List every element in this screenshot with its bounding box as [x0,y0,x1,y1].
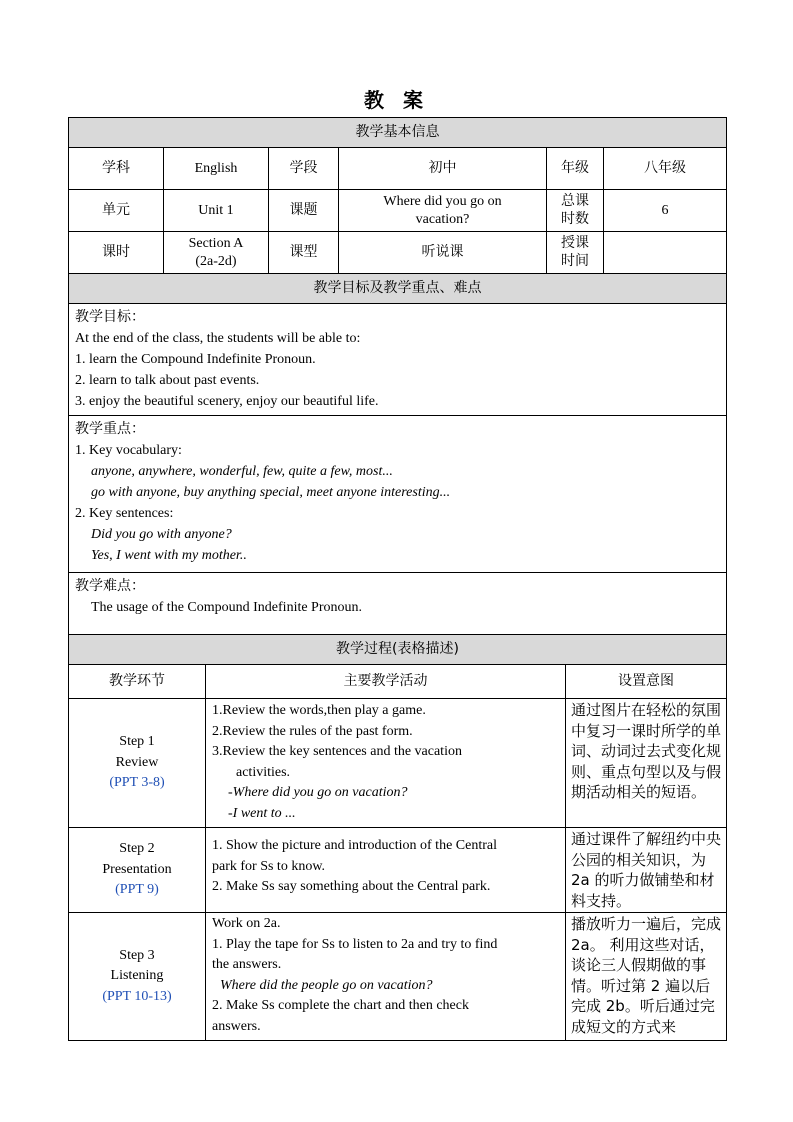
difficulty-text: The usage of the Compound Indefinite Pronoun. [91,600,363,615]
table-row [69,828,727,913]
activity-line: the answers. [212,957,282,972]
difficulty-label: 教学难点： [75,578,145,594]
process-table [68,634,727,1041]
activity-line: 2. Make Ss say something about the Central park. [212,879,491,894]
activity-line: 1. Play the tape for Ss to listen to 2a and try to find [212,936,498,952]
key-sentences-title: 2. Key sentences: [75,506,174,521]
col-activity-header: 主要教学活动 [206,665,566,699]
topic-value-line1: Where did you go on [383,194,502,209]
activity-line: activities. [236,764,291,780]
activity-line: 1.Review the words,then play a game. [212,703,426,718]
grade-label: 年级 [547,148,604,190]
step-ppt: (PPT 10-13) [102,988,172,1004]
step-name: Step 3 [119,947,155,963]
intent-cell: 通过图片在轻松的氛围中复习一课时所学的单词、动词过去式变化规则、重点句型以及与假期活动相关的短语。 [566,699,727,828]
activity-cell [206,913,566,1041]
unit-label: 单元 [69,190,164,232]
step-cell [69,828,206,913]
basic-info-header: 教学基本信息 [69,118,727,148]
goals-header: 教学目标及教学重点、难点 [69,274,727,304]
stage-value: 初中 [339,148,547,190]
activity-line: 2. Make Ss complete the chart and then check [212,998,469,1013]
period-label: 课时 [69,232,164,274]
lesson-type-value: 听说课 [339,232,547,274]
topic-value-line2: vacation? [415,211,470,227]
step-cell [69,699,206,828]
period-value-line2: (2a-2d) [195,253,237,269]
total-hours-label-line2: 时数 [561,210,589,227]
subject-label: 学科 [69,148,164,190]
step-stage: Presentation [102,861,172,877]
period-value-line1: Section A [188,236,244,251]
activity-line: -I went to ... [228,805,296,821]
activity-line: -Where did you go on vacation? [228,785,408,800]
stage-label: 学段 [269,148,339,190]
key-vocab-title: 1. Key vocabulary: [75,443,182,458]
total-hours-label-line1: 总课 [561,193,589,209]
key-sentence-line2: Yes, I went with my mother.. [91,548,247,563]
step-name: Step 2 [119,841,155,857]
total-hours-value: 6 [604,190,727,232]
page-title: 教 案 [364,88,429,112]
subject-value: English [164,148,269,190]
intent-cell: 播放听力一遍后，完成 2a。 利用这些对话，谈论三人假期做的事情。听过第 2 遍以后完成 2b。听后通过完成短文的方式来 [566,913,727,1041]
teaching-time-label [547,232,604,274]
topic-value [339,190,547,232]
teaching-time-label-line2: 时间 [561,252,589,269]
col-intent-header: 设置意图 [566,665,727,699]
activity-line: 2.Review the rules of the past form. [212,723,413,739]
unit-value: Unit 1 [164,190,269,232]
grade-value: 八年级 [604,148,727,190]
activity-line: park for Ss to know. [212,858,326,874]
objectives-line: 1. learn the Compound Indefinite Pronoun. [75,352,316,367]
objectives-line: 3. enjoy the beautiful scenery, enjoy our beautiful life. [75,394,379,409]
activity-line: 1. Show the picture and introduction of the Central [212,838,497,853]
teaching-time-label-line1: 授课 [561,235,589,251]
objectives-line: 2. learn to talk about past events. [75,373,260,388]
period-value [164,232,269,274]
table-row [69,699,727,828]
step-cell [69,913,206,1041]
step-name: Step 1 [119,734,155,750]
lesson-type-label: 课型 [269,232,339,274]
activity-cell [206,828,566,913]
objectives-cell [69,304,727,416]
total-hours-label [547,190,604,232]
basic-info-table [68,117,727,640]
activity-line: Work on 2a. [212,916,281,931]
objectives-label: 教学目标： [75,309,145,325]
activity-line: answers. [212,1018,261,1034]
step-ppt: (PPT 3-8) [109,775,165,791]
activity-line: Where did the people go on vacation? [220,977,433,993]
key-vocab-line1: anyone, anywhere, wonderful, few, quite a few, most... [91,464,393,479]
objectives-line: At the end of the class, the students will be able to: [75,331,361,346]
difficulty-cell [69,573,727,640]
key-sentence-line1: Did you go with anyone? [91,527,232,542]
key-vocab-line2: go with anyone, buy anything special, meet anyone interesting... [91,485,451,500]
table-row [69,913,727,1041]
keypoints-cell [69,416,727,573]
process-header: 教学过程(表格描述) [69,635,727,665]
activity-line: 3.Review the key sentences and the vacation [212,744,462,759]
intent-cell: 通过课件了解纽约中央公园的相关知识，为 2a 的听力做铺垫和材料支持。 [566,828,727,913]
col-step-header: 教学环节 [69,665,206,699]
keypoints-label: 教学重点： [75,421,145,437]
activity-cell [206,699,566,828]
topic-label: 课题 [269,190,339,232]
teaching-time-value [604,232,727,274]
step-stage: Listening [110,968,164,984]
step-stage: Review [115,754,159,770]
step-ppt: (PPT 9) [115,882,159,898]
